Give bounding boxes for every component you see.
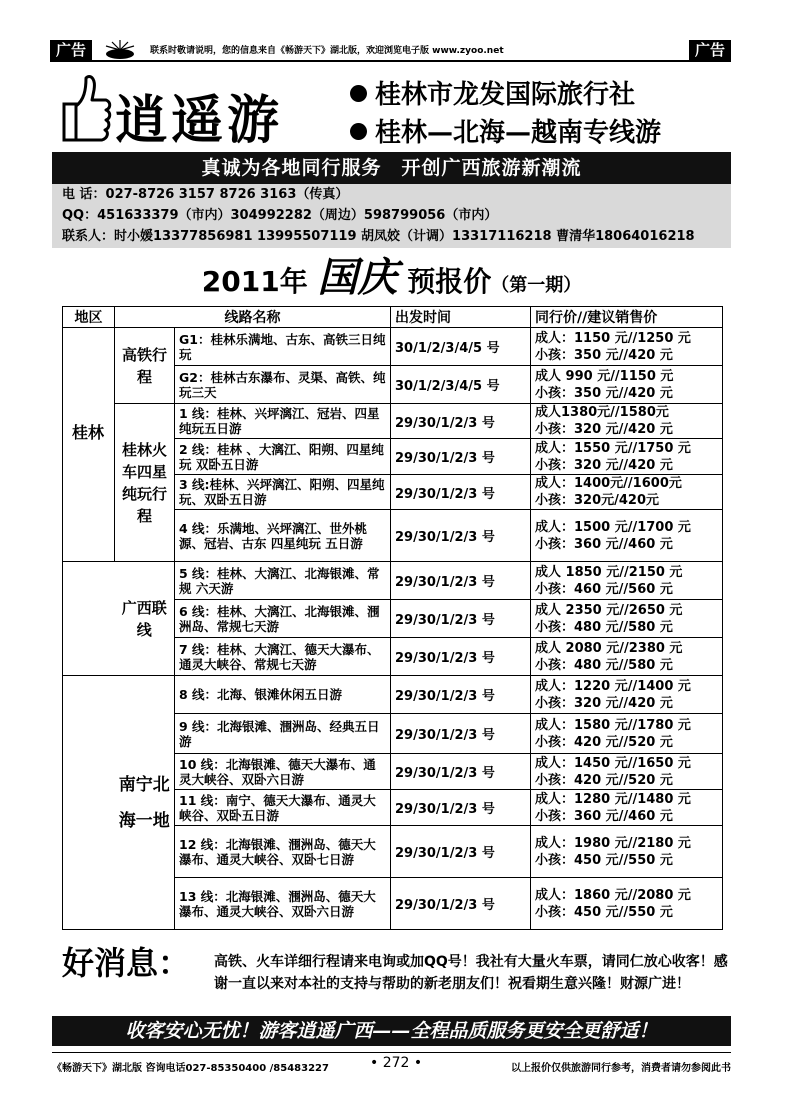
brand-name: 逍遥游 [115, 90, 284, 151]
price-cell: 成人 990 元//1150 元 小孩：350 元//420 元 [531, 366, 723, 404]
route-name: 9 线：北海银滩、涠洲岛、经典五日游 [175, 714, 391, 754]
title-holiday: 国庆 [317, 254, 398, 301]
price-cell: 成人 2080 元//2380 元 小孩：480 元//580 元 [531, 638, 723, 676]
departure-dates: 29/30/1/2/3 号 [391, 754, 531, 790]
route-name: 4 线：乐满地、兴坪漓江、世外桃源、冠岩、古东 四星纯玩 五日游 [175, 510, 391, 562]
bullet-icon [350, 85, 367, 102]
route-name: 2 线：桂林 、大漓江、阳朔、四星纯玩 双卧五日游 [175, 439, 391, 475]
price-cell: 成人：1450 元//1650 元 小孩：420 元//520 元 [531, 754, 723, 790]
sub-huoche: 桂林火车四星纯玩行程 [115, 404, 175, 562]
magazine-logo-icon [100, 40, 140, 60]
price-cell: 成人 2350 元//2650 元 小孩：480 元//580 元 [531, 600, 723, 638]
slogan-banner: 真诚为各地同行服务 开创广西旅游新潮流 [52, 152, 731, 184]
footer-disclaimer: 以上报价仅供旅游同行参考，消费者请勿参阅此书 [511, 1063, 731, 1074]
route-name: 3 线:桂林、兴坪漓江、阳朔、四星纯玩、双卧五日游 [175, 475, 391, 510]
price-cell: 成人：1980 元//2180 元 小孩：450 元//550 元 [531, 826, 723, 878]
route-name: G1：桂林乐满地、古东、高铁三日纯玩 [175, 328, 391, 366]
thumbs-up-icon [56, 70, 112, 144]
ad-label-left: 广告 [50, 40, 92, 60]
agency-block [350, 76, 661, 152]
area-guangxi-blank [63, 562, 115, 676]
page-number: • 272 • [370, 1055, 423, 1071]
agency-specialty: 桂林—北海—越南专线游 [350, 114, 661, 152]
top-ad-bar [50, 40, 731, 62]
price-cell: 成人：1150 元//1250 元 小孩：350 元//420 元 [531, 328, 723, 366]
departure-dates: 29/30/1/2/3 号 [391, 475, 531, 510]
price-table [62, 306, 723, 930]
route-name: 12 线：北海银滩、涠洲岛、德天大瀑布、通灵大峡谷、双卧七日游 [175, 826, 391, 878]
route-name: G2：桂林古东瀑布、灵渠、高铁、纯玩三天 [175, 366, 391, 404]
departure-dates: 30/1/2/3/4/5 号 [391, 366, 531, 404]
departure-dates: 30/1/2/3/4/5 号 [391, 328, 531, 366]
departure-dates: 29/30/1/2/3 号 [391, 790, 531, 826]
price-cell: 成人：1860 元//2080 元 小孩：450 元//550 元 [531, 878, 723, 930]
area-guangxi: 广西联线 [115, 562, 175, 676]
table-header [63, 307, 723, 328]
route-name: 10 线：北海银滩、德天大瀑布、通灵大峡谷、双卧六日游 [175, 754, 391, 790]
top-note: 联系时敬请说明，您的信息来自《畅游天下》湖北版，欢迎浏览电子版 www.zyoo.net [150, 46, 504, 56]
table-row [63, 562, 723, 600]
departure-dates: 29/30/1/2/3 号 [391, 714, 531, 754]
departure-dates: 29/30/1/2/3 号 [391, 439, 531, 475]
departure-dates: 29/30/1/2/3 号 [391, 638, 531, 676]
departure-dates: 29/30/1/2/3 号 [391, 878, 531, 930]
price-cell: 成人：1280 元//1480 元 小孩：360 元//460 元 [531, 790, 723, 826]
departure-dates: 29/30/1/2/3 号 [391, 562, 531, 600]
sub-gaotie: 高铁行程 [115, 328, 175, 404]
table-row [63, 404, 723, 439]
good-news-text: 高铁、火车详细行程请来电询或加QQ号！我社有大量火车票，请同仁放心收客！感谢一直以来对本社的支持与帮助的新老朋友们！祝看期生意兴隆！财源广进！ [214, 954, 728, 992]
contact-persons: 联系人：时小媛13377856981 13995507119 胡凤姣（计调）13317116218 曹清华18064016218 [62, 229, 695, 244]
area-nanning-blank [63, 676, 115, 930]
header-area: 地区 [63, 307, 115, 328]
price-cell: 成人 1850 元//2150 元 小孩：460 元//560 元 [531, 562, 723, 600]
header-route: 线路名称 [115, 307, 391, 328]
bullet-icon [350, 123, 367, 140]
route-name: 1 线：桂林、兴坪漓江、冠岩、四星纯玩五日游 [175, 404, 391, 439]
route-name: 13 线：北海银滩、涠洲岛、德天大瀑布、通灵大峡谷、双卧六日游 [175, 878, 391, 930]
route-name: 6 线：桂林、大漓江、北海银滩、涠洲岛、常规七天游 [175, 600, 391, 638]
price-cell: 成人：1220 元//1400 元 小孩：320 元//420 元 [531, 676, 723, 714]
title-year: 2011年 [201, 265, 308, 298]
departure-dates: 29/30/1/2/3 号 [391, 404, 531, 439]
table-row [63, 676, 723, 714]
price-cell: 成人：1580 元//1780 元 小孩：420 元//520 元 [531, 714, 723, 754]
good-news-label: 好消息： [62, 944, 191, 982]
ad-label-right: 广告 [689, 40, 731, 60]
header-dates: 出发时间 [391, 307, 531, 328]
page-title [52, 254, 731, 301]
contact-block [52, 184, 731, 248]
departure-dates: 29/30/1/2/3 号 [391, 600, 531, 638]
agency-name: 桂林市龙发国际旅行社 [350, 76, 661, 114]
area-nanning: 南宁北海一地 [115, 676, 175, 930]
table-row [63, 328, 723, 366]
departure-dates: 29/30/1/2/3 号 [391, 676, 531, 714]
departure-dates: 29/30/1/2/3 号 [391, 510, 531, 562]
title-issue: （第一期） [491, 275, 582, 296]
page-footer [52, 1052, 731, 1075]
contact-qq: QQ：451633379（市内）304992282（周边）598799056（市内） [62, 208, 498, 223]
area-guilin-label: 桂林 [71, 423, 104, 442]
price-cell: 成人：1550 元//1750 元 小孩：320 元//420 元 [531, 439, 723, 475]
route-name: 5 线：桂林、大漓江、北海银滩、常规 六天游 [175, 562, 391, 600]
route-name: 8 线：北海、银滩休闲五日游 [175, 676, 391, 714]
footer-slogan-banner: 收客安心无忧！游客逍遥广西——全程品质服务更安全更舒适！ [52, 1016, 731, 1046]
header-price: 同行价//建议销售价 [531, 307, 723, 328]
price-cell: 成人1380元//1580元 小孩：320 元//420 元 [531, 404, 723, 439]
footer-publisher: 《畅游天下》湖北版 咨询电话027-85350400 /85483227 [52, 1063, 329, 1074]
departure-dates: 29/30/1/2/3 号 [391, 826, 531, 878]
price-cell: 成人：1400元//1600元 小孩：320元/420元 [531, 475, 723, 510]
route-name: 11 线：南宁、德天大瀑布、通灵大峡谷、双卧五日游 [175, 790, 391, 826]
area-guilin [63, 328, 115, 562]
price-cell: 成人：1500 元//1700 元 小孩：360 元//460 元 [531, 510, 723, 562]
title-main: 预报价 [407, 265, 492, 298]
contact-phone: 电 话：027-8726 3157 8726 3163（传真） [62, 187, 349, 202]
route-name: 7 线：桂林、大漓江、德天大瀑布、通灵大峡谷、常规七天游 [175, 638, 391, 676]
